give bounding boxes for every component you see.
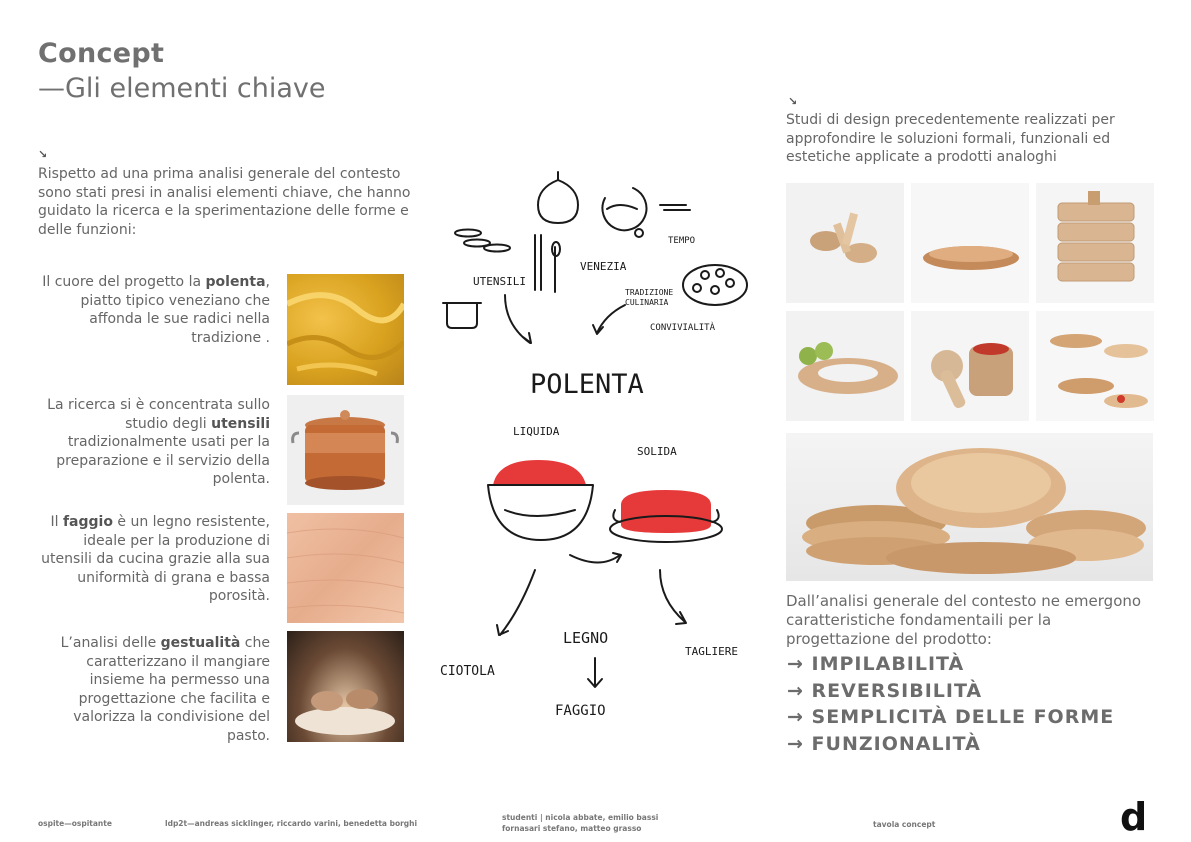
copper-pot-photo [287,395,404,505]
page-title: Concept [38,38,165,69]
item-polenta-text: Il cuore del progetto la polenta, piatto tipico veneziano che affonda le sue radici nella tradizione . [42,274,270,346]
arrow-down-right-icon: ↘ [38,148,48,161]
keyword-reversibilita: → REVERSIBILITÀ [787,679,983,702]
sketch-faggio-label: FAGGIO [555,703,606,719]
footer-project: ospite—ospitante [38,819,112,828]
sketch-tradizione-label: TRADIZIONE [625,288,674,297]
wooden-scoops-photo [786,183,904,303]
sketch-ciotola-label: CIOTOLA [440,664,495,679]
sketch-tagliere-label: TAGLIERE [685,645,738,658]
polenta-photo [287,274,404,385]
footer-board: tavola concept [873,820,936,829]
hands-dough-photo [287,631,404,742]
beech-wood-photo [287,513,404,623]
sketch-liquida-label: LIQUIDA [513,425,560,438]
sketch-culinaria-label: CULINARIA [625,298,669,307]
ring-tray-photo [786,311,904,421]
concept-sketch [425,165,780,745]
footer-students-2: fornasari stefano, matteo grasso [502,824,642,833]
item-faggio-text: Il faggio è un legno resistente, ideale per la produzione di utensili da cucina grazie alla sua uniformità di grana e bassa porosità. [41,514,270,604]
stacked-containers-photo [1036,183,1154,303]
keywords-list [787,651,1114,757]
arrow-down-right-icon: ↘ [788,95,798,108]
conclusion-text: Dall’analisi generale del contesto ne emergono caratteristiche fondamentaili per la progettazione del prodotto: [786,592,1142,648]
sketch-venezia-label: VENEZIA [580,260,627,273]
keyword-impilabilita: → IMPILABILITÀ [787,653,965,675]
sketch-legno-label: LEGNO [563,629,609,647]
sketch-utensili-label: UTENSILI [473,275,526,288]
sketch-tempo-label: TEMPO [668,236,696,246]
wooden-bowls-stack-photo [786,433,1153,581]
serving-bowls-photo [1036,311,1154,421]
right-intro-text: Studi di design precedentemente realizzati per approfondire le soluzioni formali, funzionali ed estetiche applicate a prodotti analoghi [786,112,1115,165]
sketch-polenta-label: POLENTA [530,369,644,400]
keyword-semplicita: → SEMPLICITÀ DELLE FORME [787,706,1115,728]
sketch-convivialita-label: CONVIVIALITÀ [650,323,716,333]
mortar-photo [911,311,1029,421]
logo: d [1120,795,1148,839]
keyword-funzionalita: → FUNZIONALITÀ [787,732,981,755]
item-gestualita-text: L’analisi delle gestualità che caratterizzano il mangiare insieme ha permesso una progettazione che facilita e valorizza la condivisione del pasto. [60,635,270,744]
wooden-tray-photo [911,183,1029,303]
footer-course: ldp2t—andreas sicklinger, riccardo varini, benedetta borghi [165,819,418,828]
page-subtitle: —Gli elementi chiave [38,73,326,104]
item-utensili-text: La ricerca si è concentrata sullo studio degli utensili tradizionalmente usati per la preparazione e il servizio della polenta. [47,397,270,487]
intro-text: Rispetto ad una prima analisi generale del contesto sono stati presi in analisi elementi chiave, che hanno guidato la ricerca e la sperimentazione delle forme e delle funzioni: [38,166,411,238]
footer-students-1: studenti | nicola abbate, emilio bassi [502,813,659,822]
sketch-solida-label: SOLIDA [637,445,677,458]
